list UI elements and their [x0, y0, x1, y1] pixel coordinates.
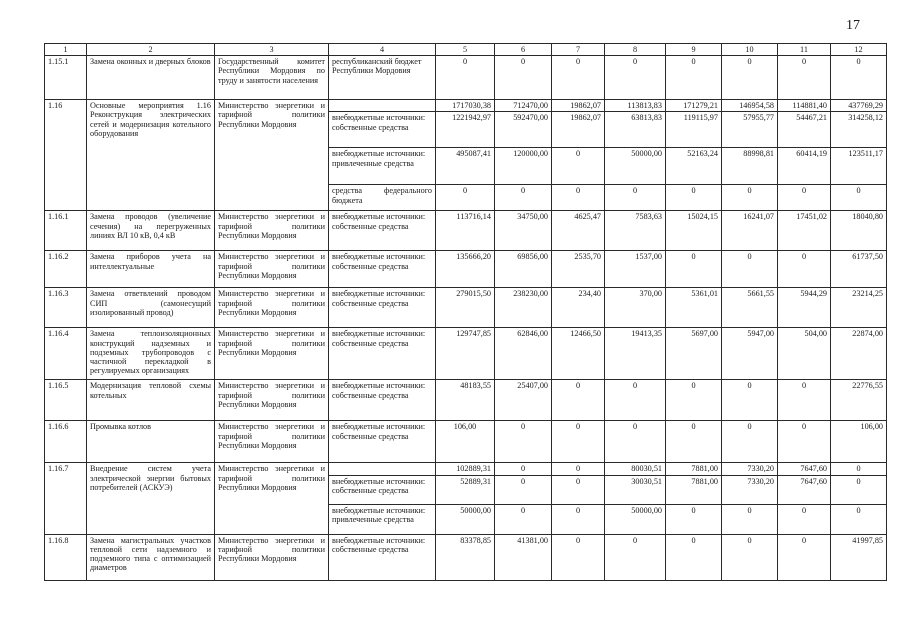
table-row [45, 251, 887, 288]
value-cell: 113813,83 [605, 100, 666, 112]
header-cell: 9 [666, 44, 722, 56]
value-cell: 0 [666, 185, 722, 211]
value-cell: 0 [831, 185, 887, 211]
value-cell: 0 [831, 475, 887, 504]
executor: Министерство энергетики и тарифной политики Республики Мордовия [215, 288, 329, 328]
value-cell: 0 [778, 380, 831, 421]
value-cell: 30030,51 [605, 475, 666, 504]
value-cell: 0 [552, 421, 605, 463]
value-cell: 0 [495, 504, 552, 534]
measure-name: Замена теплоизоляционных конструкций надземных и подземных трубопроводов с частичной перекладкой в регулируемых организациях [87, 328, 215, 380]
value-cell: 234,40 [552, 288, 605, 328]
value-cell: 0 [666, 504, 722, 534]
header-cell: 6 [495, 44, 552, 56]
measure-name: Внедрение систем учета электрической энергии бытовых потребителей (АСКУЭ) [87, 463, 215, 534]
value-cell: 1221942,97 [436, 112, 495, 148]
measure-name: Замена магистральных участков тепловой сети надземного и подземного типа с оптимизацией диаметров [87, 534, 215, 580]
value-cell: 23214,25 [831, 288, 887, 328]
value-cell: 504,00 [778, 328, 831, 380]
value-cell: 1717030,38 [436, 100, 495, 112]
value-cell: 0 [666, 534, 722, 580]
value-cell: 106,00 [831, 421, 887, 463]
value-cell: 0 [831, 504, 887, 534]
executor: Министерство энергетики и тарифной политики Республики Мордовия [215, 534, 329, 580]
row-id: 1.16.4 [45, 328, 87, 380]
value-cell: 4625,47 [552, 211, 605, 251]
measure-name: Замена приборов учета на интеллектуальные [87, 251, 215, 288]
value-cell: 0 [666, 421, 722, 463]
value-cell: 7330,20 [722, 463, 778, 475]
value-cell: 0 [605, 380, 666, 421]
value-cell: 0 [666, 380, 722, 421]
value-cell: 62846,00 [495, 328, 552, 380]
value-cell: 22874,00 [831, 328, 887, 380]
row-id: 1.16.5 [45, 380, 87, 421]
value-cell: 113716,14 [436, 211, 495, 251]
value-cell: 0 [666, 251, 722, 288]
table-row [45, 100, 887, 112]
header-cell: 7 [552, 44, 605, 56]
value-cell: 60414,19 [778, 148, 831, 185]
row-id: 1.16.3 [45, 288, 87, 328]
funding-source: внебюджетные источники: собственные средства [329, 288, 436, 328]
value-cell: 171279,21 [666, 100, 722, 112]
table-row [45, 56, 887, 100]
value-cell: 495087,41 [436, 148, 495, 185]
value-cell: 0 [666, 56, 722, 100]
value-cell: 114881,40 [778, 100, 831, 112]
header-cell: 11 [778, 44, 831, 56]
row-id: 1.16.1 [45, 211, 87, 251]
value-cell: 0 [778, 534, 831, 580]
value-cell: 106,00 [436, 421, 495, 463]
value-cell: 0 [552, 534, 605, 580]
value-cell: 0 [436, 56, 495, 100]
funding-source: внебюджетные источники: собственные средства [329, 251, 436, 288]
value-cell: 0 [605, 421, 666, 463]
row-id: 1.16 [45, 100, 87, 211]
table-row [45, 421, 887, 463]
value-cell: 0 [605, 185, 666, 211]
value-cell: 34750,00 [495, 211, 552, 251]
table-row [45, 211, 887, 251]
value-cell: 0 [722, 421, 778, 463]
value-cell: 0 [552, 56, 605, 100]
value-cell: 0 [605, 534, 666, 580]
funding-source: внебюджетные источники: собственные средства [329, 211, 436, 251]
value-cell: 437769,29 [831, 100, 887, 112]
funding-source: внебюджетные источники: собственные средства [329, 328, 436, 380]
value-cell: 0 [778, 56, 831, 100]
measure-name: Замена оконных и дверных блоков [87, 56, 215, 100]
value-cell: 7881,00 [666, 463, 722, 475]
funding-source: внебюджетные источники: собственные средства [329, 380, 436, 421]
executor: Министерство энергетики и тарифной политики Республики Мордовия [215, 328, 329, 380]
value-cell: 0 [552, 185, 605, 211]
funding-source: внебюджетные источники: собственные средства [329, 112, 436, 148]
value-cell: 0 [722, 251, 778, 288]
value-cell: 52889,31 [436, 475, 495, 504]
executor: Министерство энергетики и тарифной политики Республики Мордовия [215, 463, 329, 534]
value-cell: 50000,00 [436, 504, 495, 534]
value-cell: 88998,81 [722, 148, 778, 185]
value-cell: 80030,51 [605, 463, 666, 475]
value-cell: 279015,50 [436, 288, 495, 328]
value-cell: 7330,20 [722, 475, 778, 504]
value-cell: 0 [722, 185, 778, 211]
value-cell: 0 [778, 185, 831, 211]
value-cell: 7647,60 [778, 463, 831, 475]
value-cell: 0 [552, 504, 605, 534]
header-cell: 12 [831, 44, 887, 56]
table-row [45, 328, 887, 380]
row-id: 1.15.1 [45, 56, 87, 100]
funding-source: внебюджетные источники: собственные средства [329, 534, 436, 580]
value-cell: 0 [495, 475, 552, 504]
value-cell: 102889,31 [436, 463, 495, 475]
executor: Министерство энергетики и тарифной политики Республики Мордовия [215, 380, 329, 421]
value-cell: 48183,55 [436, 380, 495, 421]
measure-name: Замена ответвлений проводом СИП (самонесущий изолированный провод) [87, 288, 215, 328]
measure-name: Основные мероприятия 1.16 Реконструкция электрических сетей и модернизация котельного оборудования [87, 100, 215, 211]
row-id: 1.16.2 [45, 251, 87, 288]
value-cell: 41997,85 [831, 534, 887, 580]
header-cell: 1 [45, 44, 87, 56]
value-cell: 370,00 [605, 288, 666, 328]
value-cell: 0 [778, 421, 831, 463]
measure-name: Модернизация тепловой схемы котельных [87, 380, 215, 421]
value-cell: 120000,00 [495, 148, 552, 185]
value-cell: 0 [495, 185, 552, 211]
value-cell: 1537,00 [605, 251, 666, 288]
value-cell: 0 [722, 504, 778, 534]
value-cell: 7881,00 [666, 475, 722, 504]
measure-name: Промывка котлов [87, 421, 215, 463]
value-cell: 0 [495, 421, 552, 463]
value-cell: 123511,17 [831, 148, 887, 185]
funding-source: внебюджетные источники: привлеченные средства [329, 504, 436, 534]
value-cell: 5661,55 [722, 288, 778, 328]
row-id: 1.16.7 [45, 463, 87, 534]
value-cell: 50000,00 [605, 504, 666, 534]
value-cell: 238230,00 [495, 288, 552, 328]
value-cell: 18040,80 [831, 211, 887, 251]
row-id: 1.16.8 [45, 534, 87, 580]
executor: Министерство энергетики и тарифной политики Республики Мордовия [215, 211, 329, 251]
value-cell: 0 [436, 185, 495, 211]
value-cell: 19413,35 [605, 328, 666, 380]
value-cell: 2535,70 [552, 251, 605, 288]
value-cell: 19862,07 [552, 100, 605, 112]
header-cell: 8 [605, 44, 666, 56]
value-cell: 119115,97 [666, 112, 722, 148]
value-cell: 0 [778, 504, 831, 534]
value-cell: 0 [722, 380, 778, 421]
value-cell: 712470,00 [495, 100, 552, 112]
measure-name: Замена проводов (увеличение сечения) на перегруженных линиях ВЛ 10 кВ, 0,4 кВ [87, 211, 215, 251]
value-cell: 7647,60 [778, 475, 831, 504]
value-cell: 5697,00 [666, 328, 722, 380]
value-cell: 0 [831, 56, 887, 100]
executor: Министерство энергетики и тарифной политики Республики Мордовия [215, 251, 329, 288]
value-cell: 592470,00 [495, 112, 552, 148]
executor: Государственный комитет Республики Мордовия по труду и занятости населения [215, 56, 329, 100]
value-cell: 83378,85 [436, 534, 495, 580]
funding-source: внебюджетные источники: собственные средства [329, 421, 436, 463]
value-cell: 146954,58 [722, 100, 778, 112]
value-cell: 7583,63 [605, 211, 666, 251]
header-cell: 10 [722, 44, 778, 56]
value-cell: 63813,83 [605, 112, 666, 148]
funding-source: внебюджетные источники: собственные средства [329, 475, 436, 504]
value-cell: 12466,50 [552, 328, 605, 380]
budget-table [44, 43, 887, 581]
funding-source: республиканский бюджет Республики Мордовия [329, 56, 436, 100]
header-cell: 5 [436, 44, 495, 56]
value-cell: 16241,07 [722, 211, 778, 251]
value-cell: 54467,21 [778, 112, 831, 148]
value-cell: 0 [552, 463, 605, 475]
executor: Министерство энергетики и тарифной политики Республики Мордовия [215, 421, 329, 463]
value-cell: 22776,55 [831, 380, 887, 421]
table-row [45, 288, 887, 328]
value-cell: 5944,29 [778, 288, 831, 328]
value-cell: 0 [722, 56, 778, 100]
funding-source: внебюджетные источники: привлеченные средства [329, 148, 436, 185]
header-cell: 4 [329, 44, 436, 56]
value-cell: 0 [552, 148, 605, 185]
value-cell: 61737,50 [831, 251, 887, 288]
executor: Министерство энергетики и тарифной политики Республики Мордовия [215, 100, 329, 211]
value-cell: 69856,00 [495, 251, 552, 288]
header-cell: 3 [215, 44, 329, 56]
value-cell: 57955,77 [722, 112, 778, 148]
table-row [45, 463, 887, 475]
value-cell: 0 [778, 251, 831, 288]
funding-source-total [329, 463, 436, 475]
header-row [45, 44, 887, 56]
value-cell: 0 [552, 380, 605, 421]
value-cell: 0 [831, 463, 887, 475]
page-number: 17 [846, 18, 860, 33]
table-row [45, 534, 887, 580]
value-cell: 5361,01 [666, 288, 722, 328]
value-cell: 0 [495, 56, 552, 100]
value-cell: 50000,00 [605, 148, 666, 185]
value-cell: 0 [722, 534, 778, 580]
value-cell: 129747,85 [436, 328, 495, 380]
value-cell: 15024,15 [666, 211, 722, 251]
value-cell: 5947,00 [722, 328, 778, 380]
value-cell: 25407,00 [495, 380, 552, 421]
row-id: 1.16.6 [45, 421, 87, 463]
value-cell: 19862,07 [552, 112, 605, 148]
value-cell: 41381,00 [495, 534, 552, 580]
header-cell: 2 [87, 44, 215, 56]
funding-source: средства федерального бюджета [329, 185, 436, 211]
funding-source-total [329, 100, 436, 112]
table-row [45, 380, 887, 421]
value-cell: 17451,02 [778, 211, 831, 251]
value-cell: 135666,20 [436, 251, 495, 288]
value-cell: 0 [495, 463, 552, 475]
value-cell: 0 [552, 475, 605, 504]
value-cell: 0 [605, 56, 666, 100]
value-cell: 314258,12 [831, 112, 887, 148]
value-cell: 52163,24 [666, 148, 722, 185]
